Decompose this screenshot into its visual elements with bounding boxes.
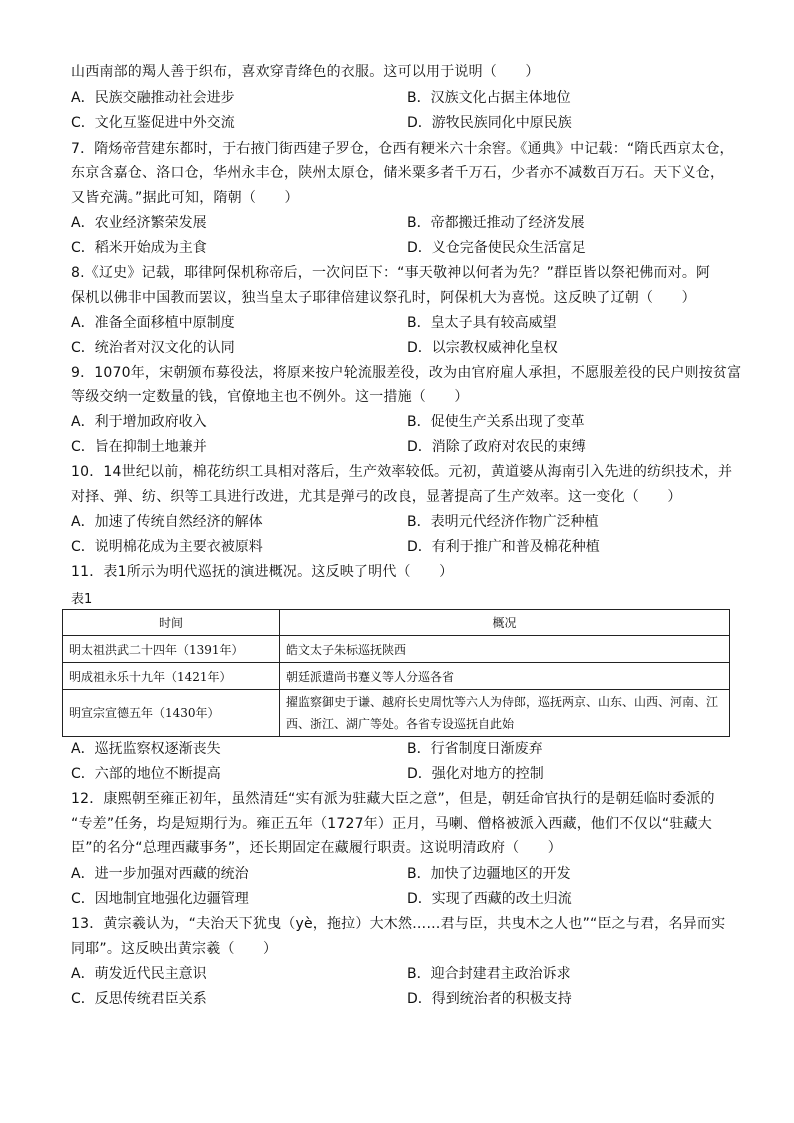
q10-option-b[interactable]: B．表明元代经济作物广泛种植 (407, 514, 599, 530)
q9-option-b[interactable]: B．促使生产关系出现了变革 (407, 414, 585, 430)
q12-stem-line: 12．康熙朝至雍正初年，虽然清廷“实有派为驻藏大臣之意”，但是，朝廷命官执行的是朝廷临时委派的 (71, 791, 715, 807)
q12-stem-line: 臣”的名分“总理西藏事务”，还长期固定在藏履行职责。这说明清政府（ ） (71, 840, 562, 856)
q8-stem-line: 保机以佛非中国教而罢议，独当皇太子耶律倍建议祭孔时，阿保机大为喜悦。这反映了辽朝（ ） (71, 290, 696, 306)
q7-option-b[interactable]: B．帝都搬迁推动了经济发展 (407, 215, 585, 231)
q7-stem-line: 7．隋炀帝营建东都时，于右掖门街西建子罗仓，仓西有粳米六十余窖。《通典》中记载：“隋氏西京太仓， (71, 141, 734, 157)
table-header-desc: 概况 (280, 610, 730, 636)
table-header-row (63, 610, 730, 636)
q9-stem-line: 等级交纳一定数量的钱，官僚地主也不例外。这一措施（ ） (71, 389, 469, 405)
q6-option-c[interactable]: C．文化互鉴促进中外交流 (71, 115, 235, 131)
q8-option-d[interactable]: D．以宗教权威神化皇权 (407, 340, 558, 356)
q8-stem-line: 8.《辽史》记载，耶律阿保机称帝后，一次问臣下：“事天敬神以何者为先？”群臣皆以祭祀佛而对。阿 (71, 265, 711, 281)
table-cell-time: 明宣宗宣德五年（1430年） (63, 690, 280, 737)
q7-stem-line: 又皆充满。”据此可知，隋朝（ ） (71, 190, 299, 206)
q10-option-c[interactable]: C．说明棉花成为主要衣被原料 (71, 539, 263, 555)
q13-stem-line: 同耶”。这反映出黄宗羲（ ） (71, 941, 278, 957)
q13-option-b[interactable]: B．迎合封建君主政治诉求 (407, 966, 571, 982)
q9-option-c[interactable]: C．旨在抑制土地兼并 (71, 439, 207, 455)
table-cell-desc: 皓文太子朱标巡抚陕西 (280, 636, 730, 663)
q12-option-b[interactable]: B．加快了边疆地区的开发 (407, 866, 571, 882)
q6-option-b[interactable]: B．汉族文化占据主体地位 (407, 90, 571, 106)
q11-option-d[interactable]: D．强化对地方的控制 (407, 766, 544, 782)
q10-stem-line: 对择、弹、纺、织等工具进行改进，尤其是弹弓的改良，显著提高了生产效率。这一变化（ ） (71, 489, 682, 505)
table-cell-desc: 朝廷派遣尚书蹇义等人分巡各省 (280, 663, 730, 690)
q12-option-a[interactable]: A．进一步加强对西藏的统治 (71, 866, 249, 882)
q8-option-a[interactable]: A．准备全面移植中原制度 (71, 315, 235, 331)
table-cell-time: 明成祖永乐十九年（1421年） (63, 663, 280, 690)
governor-evolution-table (62, 609, 730, 737)
q6-option-a[interactable]: A．民族交融推动社会进步 (71, 90, 235, 106)
q10-stem-line: 10．14世纪以前，棉花纺织工具相对落后，生产效率较低。元初，黄道婆从海南引入先进的纺织技术，并 (71, 464, 733, 480)
table-header-time: 时间 (63, 610, 280, 636)
q6-stem: 山西南部的羯人善于织布，喜欢穿青绛色的衣服。这可以用于说明（ ） (71, 64, 540, 80)
q13-option-a[interactable]: A．萌发近代民主意识 (71, 966, 207, 982)
q11-option-b[interactable]: B．行省制度日渐废弃 (407, 741, 543, 757)
q12-option-c[interactable]: C．因地制宜地强化边疆管理 (71, 891, 249, 907)
q7-option-a[interactable]: A．农业经济繁荣发展 (71, 215, 207, 231)
q6-option-d[interactable]: D．游牧民族同化中原民族 (407, 115, 572, 131)
table-cell-desc: 擢监察御史于谦、越府长史周忱等六人为侍郎，巡抚两京、山东、山西、河南、江西、浙江、湖广等处。各省专设巡抚自此始 (280, 690, 730, 737)
table-cell-time: 明太祖洪武二十四年（1391年） (63, 636, 280, 663)
q12-option-d[interactable]: D．实现了西藏的改土归流 (407, 891, 572, 907)
q13-option-c[interactable]: C．反思传统君臣关系 (71, 991, 207, 1007)
q13-option-d[interactable]: D．得到统治者的积极支持 (407, 991, 572, 1007)
q11-option-a[interactable]: A．巡抚监察权逐渐丧失 (71, 741, 221, 757)
q9-option-a[interactable]: A．利于增加政府收入 (71, 414, 207, 430)
q8-option-c[interactable]: C．统治者对汉文化的认同 (71, 340, 235, 356)
q13-stem-line: 13．黄宗羲认为，“夫治天下犹曳（yè，拖拉）大木然……君与臣，共曳木之人也”“臣之与君，名异而实 (71, 916, 726, 932)
q7-stem-line: 东京含嘉仓、洛口仓，华州永丰仓，陕州太原仓，储米粟多者千万石，少者亦不减数百万石。天下义仓， (71, 165, 725, 181)
table-row (63, 663, 730, 690)
table-label: 表1 (71, 592, 93, 607)
q11-stem: 11．表1所示为明代巡抚的演进概况。这反映了明代（ ） (71, 564, 454, 580)
q9-option-d[interactable]: D．消除了政府对农民的束缚 (407, 439, 586, 455)
q10-option-a[interactable]: A．加速了传统自然经济的解体 (71, 514, 263, 530)
table-row (63, 636, 730, 663)
q9-stem-line: 9．1070年，宋朝颁布募役法，将原来按户轮流服差役，改为由官府雇人承担，不愿服差役的民户则按贫富 (71, 365, 742, 381)
q8-option-b[interactable]: B．皇太子具有较高威望 (407, 315, 557, 331)
table-row (63, 690, 730, 737)
q11-option-c[interactable]: C．六部的地位不断提高 (71, 766, 221, 782)
q7-option-d[interactable]: D．义仓完备使民众生活富足 (407, 240, 586, 256)
q7-option-c[interactable]: C．稻米开始成为主食 (71, 240, 207, 256)
q12-stem-line: “专差”任务，均是短期行为。雍正五年（1727年）正月，马喇、僧格被派入西藏，他们不仅以“驻藏大 (71, 816, 712, 832)
q10-option-d[interactable]: D．有利于推广和普及棉花种植 (407, 539, 600, 555)
